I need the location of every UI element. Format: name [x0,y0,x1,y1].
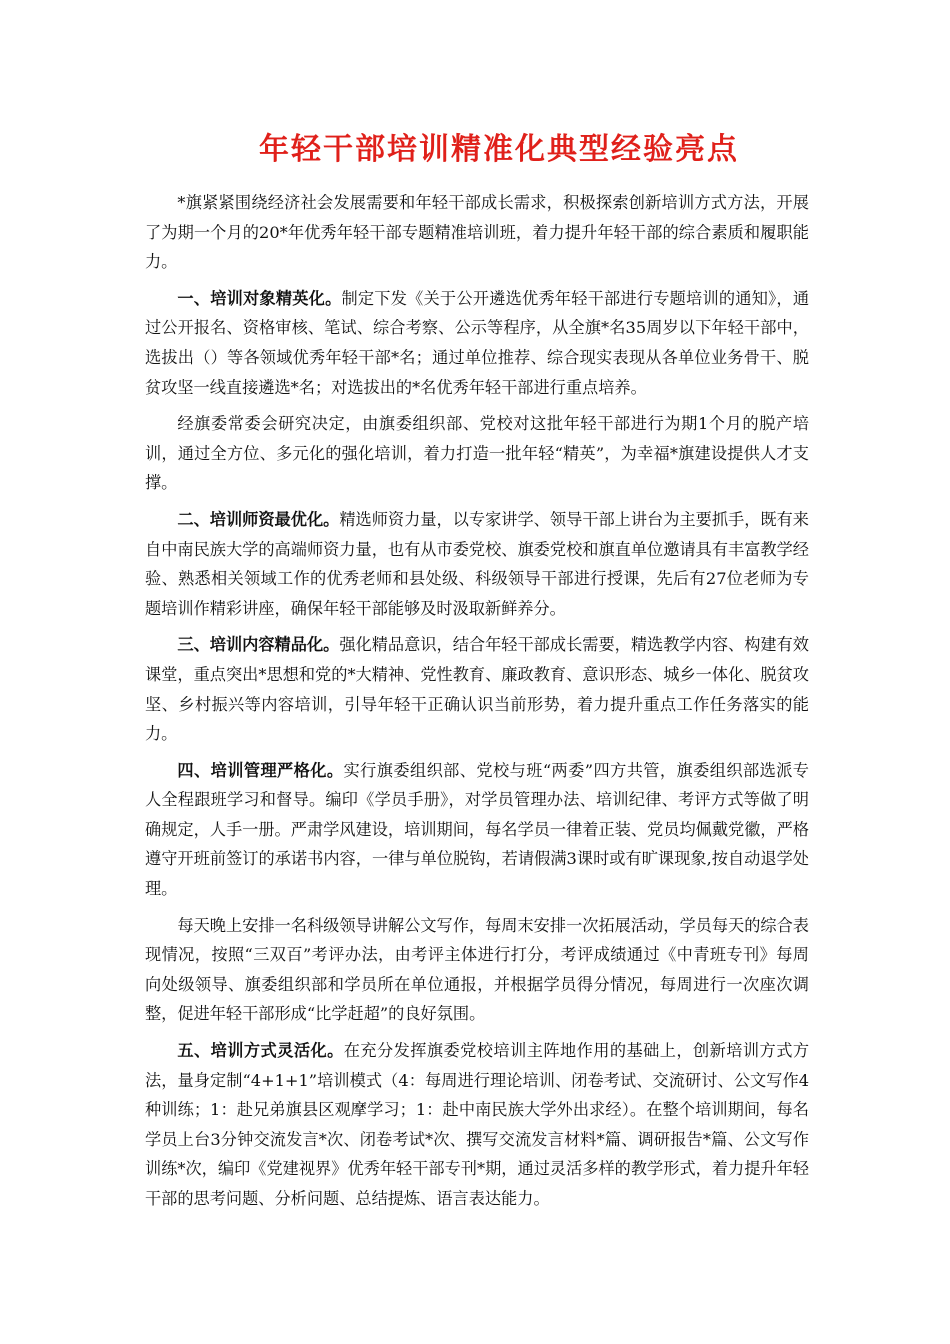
section-heading-5: 五、培训方式灵活化。 [177,1041,344,1061]
paragraph-text: 强化精品意识，结合年轻干部成长需要，精选教学内容、构建有效课堂，重点突出*思想和党的*大精神、党性教育、廉政教育、意识形态、城乡一体化、脱贫攻坚、乡村振兴等内容培训，引导年轻干正确认识当前形势，着力提升重点工作任务落实的能力。 [145,635,809,744]
paragraph-text: 制定下发《关于公开遴选优秀年轻干部进行专题培训的通知》，通过公开报名、资格审核、笔试、综合考察、公示等程序，从全旗*名35周岁以下年轻干部中，选拔出（）等各领域优秀年轻干部*名；通过单位推荐、综合现实表现从各单位业务骨干、脱贫攻坚一线直接遴选*名；对选拔出的*名优秀年轻干部进行重点培养。 [145,288,810,397]
paragraph-section-5 [145,1036,809,1214]
paragraph-text: 实行旗委组织部、党校与班“两委”四方共管，旗委组织部选派专人全程跟班学习和督导。编印《学员手册》，对学员管理办法、培训纪律、考评方式等做了明确规定，人手一册。严肃学风建设，培训期间，每名学员一律着正装、党员均佩戴党徽，严格遵守开班前签订的承诺书内容，一律与单位脱钩，若请假满3课时或有旷课现象,按自动退学处理。 [145,760,809,899]
paragraph-intro [145,188,809,277]
section-heading-1: 一、培训对象精英化。 [177,288,342,308]
paragraph-section-1 [145,284,809,402]
paragraph-section-3 [145,630,809,748]
section-heading-3: 三、培训内容精品化。 [177,635,340,655]
paragraph-text: 每天晚上安排一名科级领导讲解公文写作，每周末安排一次拓展活动，学员每天的综合表现情况，按照“三双百”考评办法，由考评主体进行打分，考评成绩通过《中青班专刊》每周向处级领导、旗委组织部和学员所在单位通报，并根据学员得分情况，每周进行一次座次调整，促进年轻干部形成“比学赶超”的良好氛围。 [145,915,809,1024]
paragraph-text: *旗紧紧围绕经济社会发展需要和年轻干部成长需求，积极探索创新培训方式方法，开展了为期一个月的20*年优秀年轻干部专题精准培训班，着力提升年轻干部的综合素质和履职能力。 [145,193,809,272]
paragraph-section-4 [145,756,809,904]
paragraph-section-1-cont [145,409,809,498]
paragraph-section-4-cont [145,911,809,1029]
paragraph-text: 经旗委常委会研究决定，由旗委组织部、党校对这批年轻干部进行为期1个月的脱产培训，通过全方位、多元化的强化培训，着力打造一批年轻“精英”，为幸福*旗建设提供人才支撑。 [145,414,809,493]
document-title: 年轻干部培训精准化典型经验亮点 [259,132,739,167]
document-page [145,128,809,1221]
paragraph-text: 精选师资力量，以专家讲学、领导干部上讲台为主要抓手，既有来自中南民族大学的高端师资力量，也有从市委党校、旗委党校和旗直单位邀请具有丰富教学经验、熟悉相关领域工作的优秀老师和县处级、科级领导干部进行授课，先后有27位老师为专题培训作精彩讲座，确保年轻干部能够及时汲取新鲜养分。 [145,509,809,618]
paragraph-text: 在充分发挥旗委党校培训主阵地作用的基础上，创新培训方式方法，量身定制“4+1+1”培训模式（4：每周进行理论培训、闭卷考试、交流研讨、公文写作4种训练；1：赴兄弟旗县区观摩学习；1：赴中南民族大学外出求经）。在整个培训期间，每名学员上台3分钟交流发言*次、闭卷考试*次、撰写交流发言材料*篇、调研报告*篇、公文写作训练*次，编印《党建视界》优秀年轻干部专刊*期，通过灵活多样的教学形式，着力提升年轻干部的思考问题、分析问题、总结提炼、语言表达能力。 [145,1041,810,1208]
paragraph-section-2 [145,505,809,623]
section-heading-2: 二、培训师资最优化。 [177,509,340,529]
section-heading-4: 四、培训管理严格化。 [177,760,344,780]
